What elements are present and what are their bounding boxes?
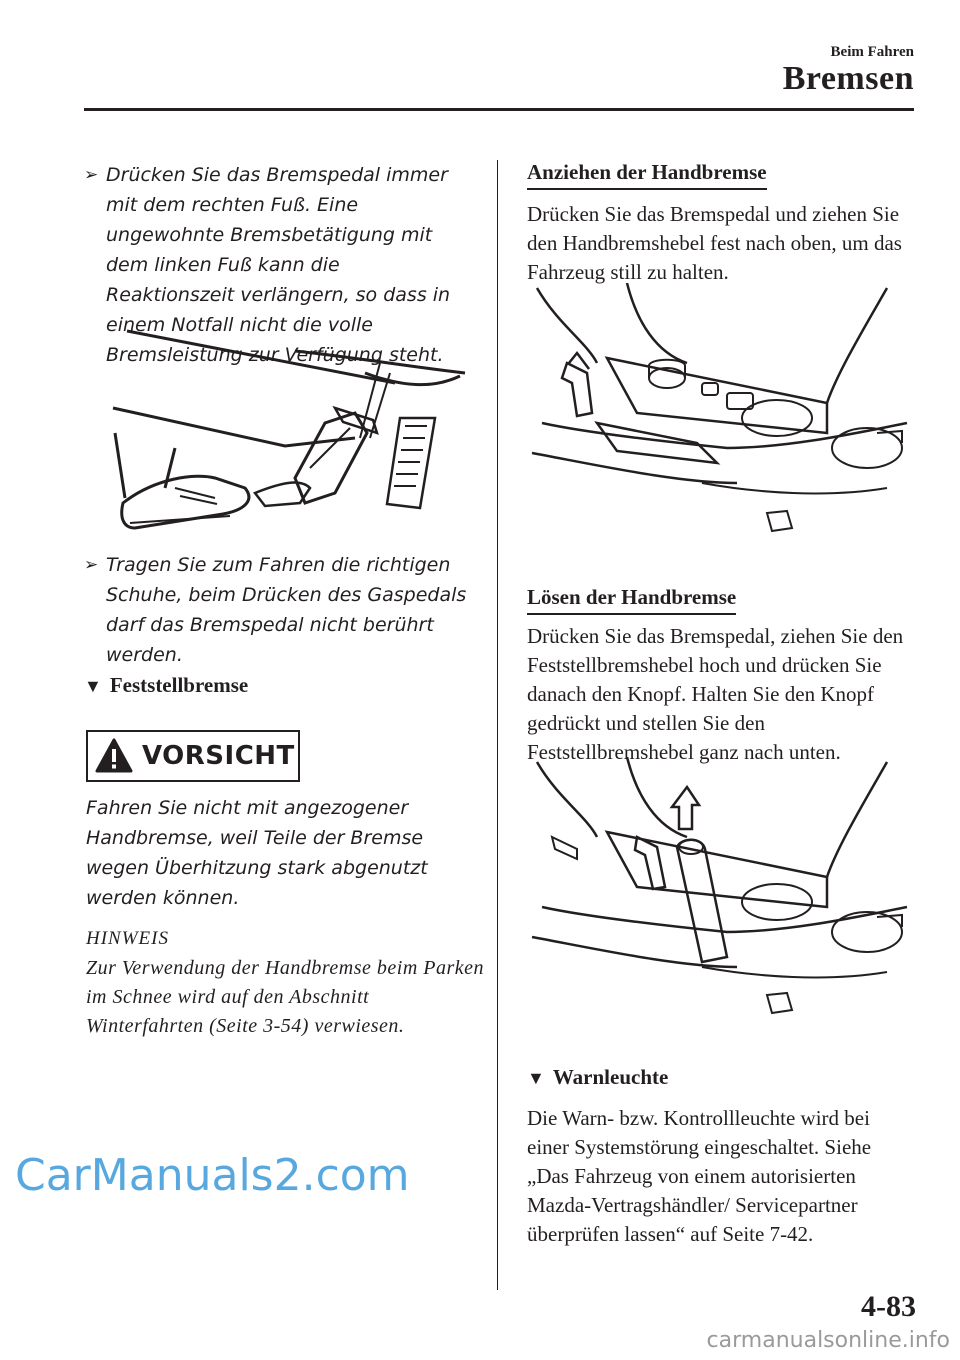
page-title: Bremsen xyxy=(782,60,914,97)
section-heading-warnleuchte xyxy=(527,1065,668,1090)
foot-on-pedal-illustration xyxy=(105,328,467,538)
note-text: Zur Verwendung der Handbremse beim Parken im Schnee wird auf den Abschnitt Winterfahrten (Seite 3-54) verwiesen. xyxy=(86,957,485,1037)
watermark-top: CarManuals2.com xyxy=(15,1150,410,1201)
apply-text: Drücken Sie das Bremspedal und ziehen Sie den Handbremshebel fest nach oben, um das Fahrzeug still zu halten. xyxy=(527,202,902,284)
triangle-down-icon: ▼ xyxy=(527,1068,545,1088)
bullet-text: Tragen Sie zum Fahren die richtigen Schuhe, beim Drücken des Gaspedals darf das Bremspedal nicht berührt werden. xyxy=(106,554,467,666)
warning-label: VORSICHT xyxy=(142,741,295,771)
watermark-bottom: carmanualsonline.info xyxy=(706,1328,950,1353)
warning-triangle-icon xyxy=(94,736,134,776)
triangle-down-icon: ▼ xyxy=(84,676,102,696)
column-divider xyxy=(497,160,498,1290)
section-heading-text: Feststellbremse xyxy=(109,673,249,697)
heading-apply-handbrake: Anziehen der Handbremse xyxy=(527,160,767,190)
section-heading-text: Warnleuchte xyxy=(552,1065,669,1089)
header-section: Beim Fahren xyxy=(830,44,914,60)
warning-text: Fahren Sie nicht mit angezogener Handbremse, weil Teile der Bremse wegen Überhitzung stark abgenutzt werden können. xyxy=(86,797,428,909)
warning-box xyxy=(86,730,300,782)
release-handbrake-illustration xyxy=(527,757,912,1042)
note-heading: HINWEIS xyxy=(86,928,169,949)
section-heading-feststellbremse xyxy=(84,673,248,698)
bullet-shoes xyxy=(84,550,469,670)
heading-release-handbrake: Lösen der Handbremse xyxy=(527,585,736,615)
page-number: 4-83 xyxy=(861,1290,916,1323)
triangle-right-icon: ➢ xyxy=(84,165,99,185)
triangle-right-icon: ➢ xyxy=(84,555,99,575)
release-text: Drücken Sie das Bremspedal, ziehen Sie den Feststellbremshebel hoch und drücken Sie danach den Knopf. Halten Sie den Knopf gedrückt und stellen Sie den Feststellbremshebel ganz nach unten. xyxy=(527,624,904,764)
apply-handbrake-illustration xyxy=(527,283,912,553)
warn-text: Die Warn- bzw. Kontrollleuchte wird bei einer Systemstörung eingeschaltet. Siehe „Das Fahrzeug von einem autorisierten Mazda-Vertragshändler/ Servicepartner überprüfen lassen“ auf Seite 7-42. xyxy=(527,1106,872,1246)
bullet-text: Drücken Sie das Bremspedal immer mit dem rechten Fuß. Eine ungewohnte Bremsbetätigung mit dem linken Fuß kann die Reaktionszeit verlängern, so dass in einem Notfall nicht die volle Bremsleistung zur Verfügung steht. xyxy=(106,164,451,366)
header-rule xyxy=(84,108,914,111)
